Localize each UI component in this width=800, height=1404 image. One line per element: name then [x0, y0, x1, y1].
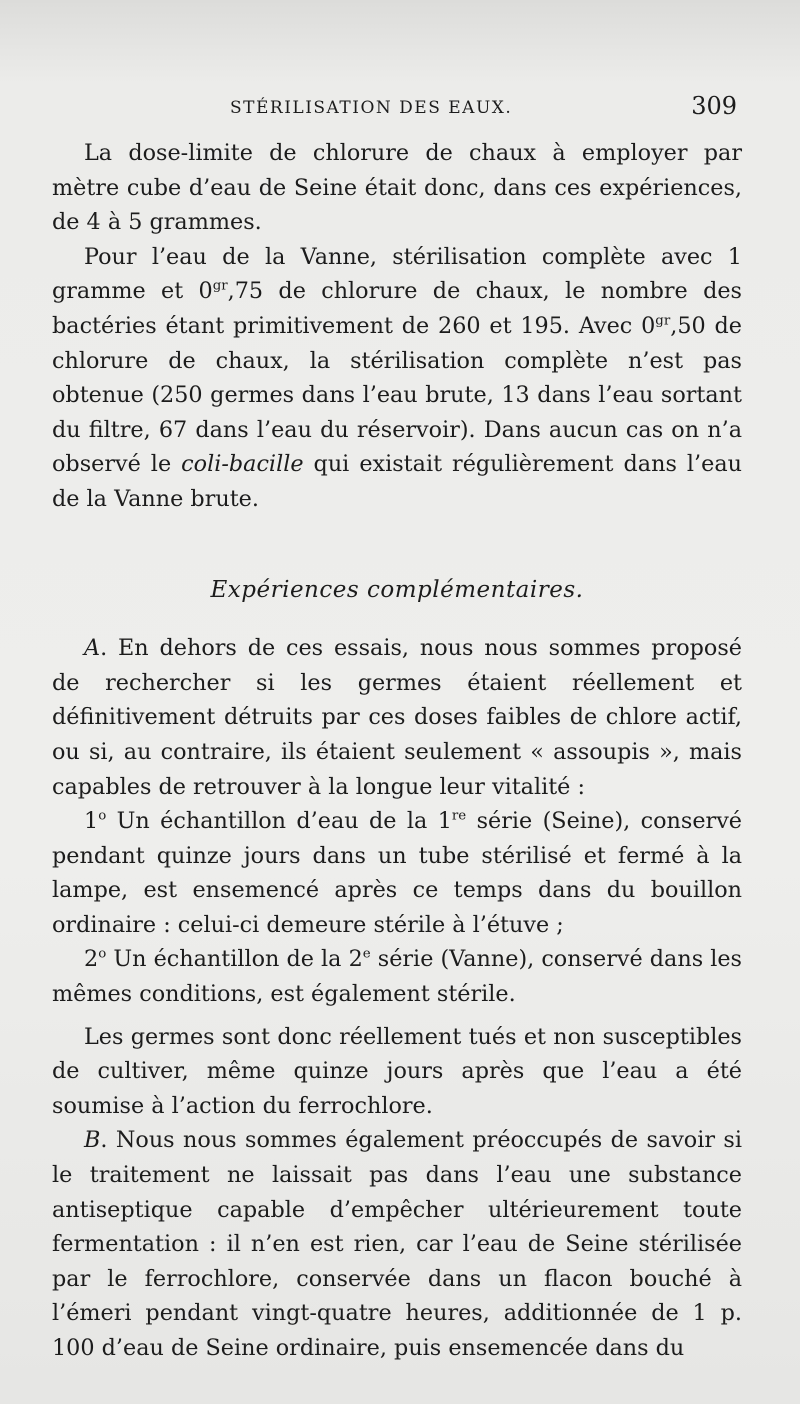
- item-1-text-b: série (Seine), conservé pendant quinze jours dans un tube stérilisé et fermé à la lampe, est ensemencé après ce temps dans du bouillon ordinaire : celui-ci demeure stérile à l’étuve ;: [52, 808, 742, 938]
- paragraph-a-text: . En dehors de ces essais, nous nous sommes proposé de rechercher si les germes étaient réellement et définitivement détruits par ces doses faibles de chlore actif, ou si, au contraire, ils étaient seulement « assoupis », mais capables de retrouver à la longue leur vitalité :: [52, 635, 742, 800]
- list-item-1: [52, 804, 742, 942]
- item-2-text-a: Un échantillon de la 2: [106, 946, 363, 973]
- item-1-text-a: Un échantillon d’eau de la 1: [106, 808, 452, 835]
- item-2-number: 2: [84, 946, 99, 973]
- running-head: [0, 92, 800, 126]
- vanne-text-c: ,50 de chlorure de chaux, la stérilisation complète n’est pas obtenue (250 germes dans l’eau brute, 13 dans l’eau sortant du filtre, 67 dans l’eau du réservoir). Dans aucun cas on n’a observé le: [52, 312, 742, 478]
- vanne-text-d: qui existait régulièrement dans l’eau de la Vanne brute.: [52, 451, 742, 512]
- list-item-2: [52, 942, 742, 1011]
- gram-superscript: gr: [655, 313, 671, 329]
- coli-bacille-term: coli-bacille: [181, 451, 304, 478]
- item-2-number-sup: o: [98, 947, 107, 963]
- paragraph-a-label: A: [84, 635, 101, 662]
- paragraph-vanne: [52, 240, 742, 517]
- running-title: STÉRILISATION DES EAUX.: [230, 98, 513, 118]
- page-number: 309: [691, 92, 737, 120]
- paragraph-a: [52, 631, 742, 804]
- item-2-text-b: série (Vanne), conservé dans les mêmes conditions, est également stérile.: [52, 946, 742, 1008]
- paragraph-b-text: . Nous nous sommes également préoccupés de savoir si le traitement ne laissait pas dans l’eau une substance antiseptique capable d’empêcher ultérieurement toute fermentation : il n’en est rien, car l’eau de Seine stérilisée par le ferrochlore, conservée dans un flacon bouché à l’émeri pendant vingt-quatre heures, additionnée de 1 p. 100 d’eau de Seine ordinaire, puis ensemencée dans du: [52, 1127, 742, 1361]
- item-2-series-sup: e: [362, 947, 371, 963]
- paragraph-b: [52, 1123, 742, 1365]
- item-1-number: 1: [84, 808, 99, 835]
- gram-superscript: gr: [212, 278, 228, 294]
- paragraph-gap: [52, 1012, 742, 1020]
- vanne-text-b: ,75 de chlorure de chaux, le nombre des bactéries étant primitivement de 260 et 195. Avec 0: [52, 278, 742, 339]
- item-1-number-sup: o: [98, 808, 107, 824]
- section-title: Expériences complémentaires.: [210, 576, 584, 603]
- paragraph-germs: Les germes sont donc réellement tués et non susceptibles de cultiver, même quinze jours après que l’eau a été soumise à l’action du ferrochlore.: [52, 1023, 742, 1119]
- item-1-series-sup: re: [451, 808, 467, 824]
- vanne-text-a: Pour l’eau de la Vanne, stérilisation complète avec 1 gramme et 0: [52, 243, 742, 305]
- paragraph-b-label: B: [84, 1127, 101, 1154]
- paragraph-dose-limit: La dose-limite de chlorure de chaux à employer par mètre cube d’eau de Seine était donc, dans ces expériences, de 4 à 5 grammes.: [52, 140, 742, 236]
- body-text: [52, 136, 742, 1366]
